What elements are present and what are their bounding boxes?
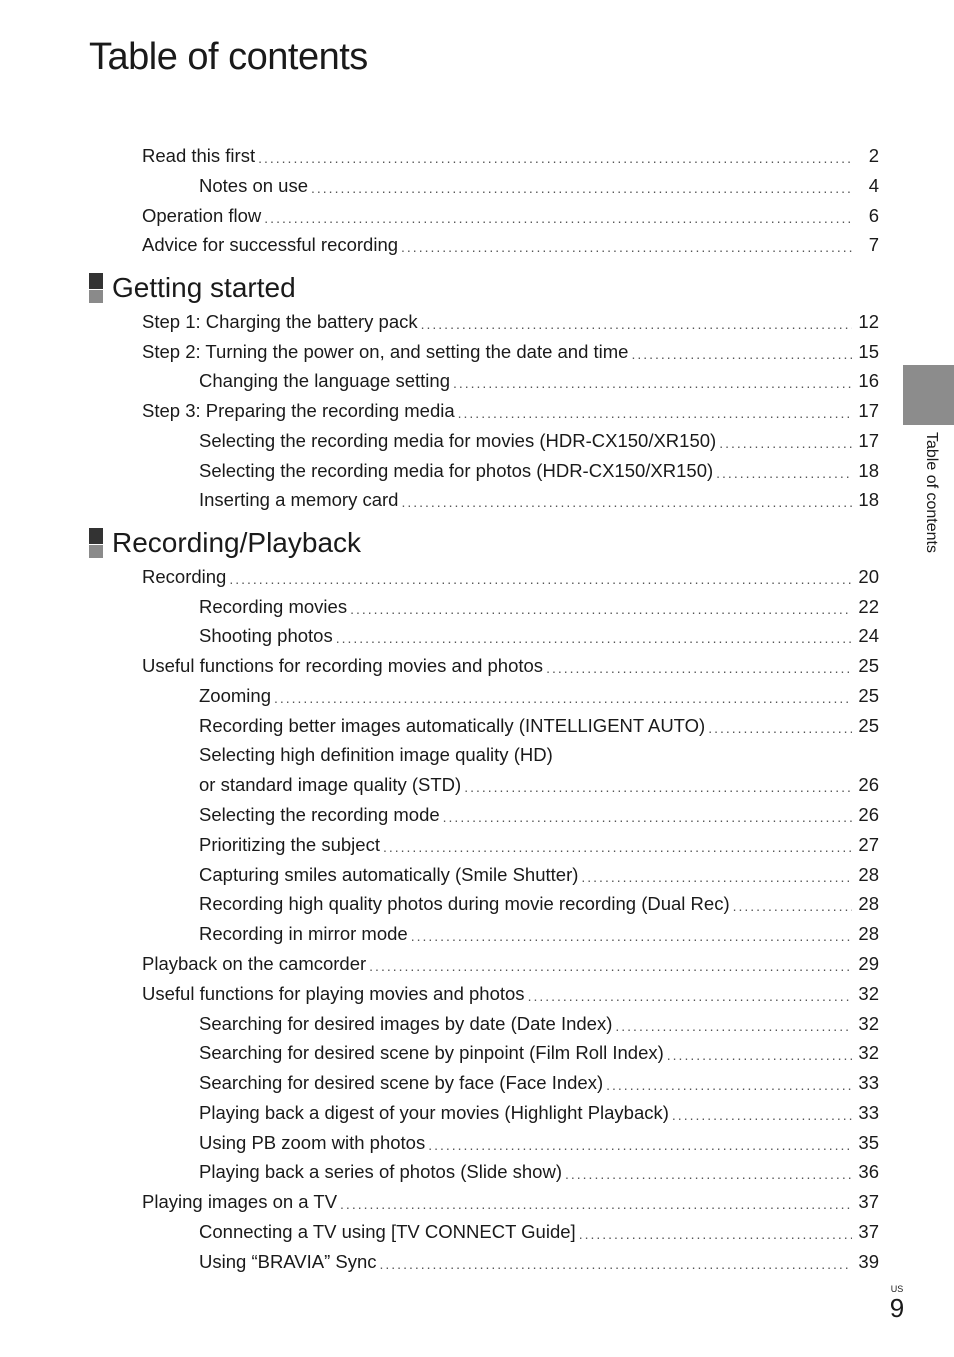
toc-entry-label: Recording better images automatically (INTELLIGENT AUTO) bbox=[199, 715, 706, 736]
toc-entry-page: 35 bbox=[858, 1132, 879, 1153]
dot-leader bbox=[421, 309, 853, 335]
toc-entry-page: 22 bbox=[858, 596, 879, 617]
dot-leader bbox=[369, 951, 852, 977]
toc-entry[interactable] bbox=[199, 832, 879, 858]
toc-entry-label: Notes on use bbox=[199, 175, 309, 196]
toc-entry-label: Searching for desired scene by pinpoint (Film Roll Index) bbox=[199, 1042, 664, 1063]
dot-leader bbox=[401, 232, 853, 258]
dot-leader bbox=[581, 862, 852, 888]
toc-entry-label: Capturing smiles automatically (Smile Shutter) bbox=[199, 864, 579, 885]
dot-leader bbox=[672, 1100, 853, 1126]
dot-leader bbox=[411, 921, 853, 947]
toc-entry-label: Shooting photos bbox=[199, 625, 333, 646]
dot-leader bbox=[401, 487, 852, 513]
dot-leader bbox=[606, 1070, 852, 1096]
page-region-code: US bbox=[890, 1284, 904, 1294]
toc-entry-page: 37 bbox=[858, 1221, 879, 1242]
toc-entry-page: 12 bbox=[858, 311, 879, 332]
toc-entry[interactable] bbox=[199, 772, 879, 798]
toc-entry[interactable] bbox=[199, 1040, 879, 1066]
toc-entry[interactable] bbox=[142, 1189, 879, 1215]
toc-entry-page: 28 bbox=[858, 864, 879, 885]
section-title: Getting started bbox=[112, 272, 296, 303]
toc-entry-page: 26 bbox=[858, 774, 879, 795]
section-title: Recording/Playback bbox=[112, 527, 362, 558]
dot-leader bbox=[380, 1249, 853, 1275]
toc-entry[interactable] bbox=[199, 921, 879, 947]
toc-entry-label: Step 1: Charging the battery pack bbox=[142, 311, 418, 332]
side-tab-label: Table of contents bbox=[923, 432, 940, 553]
toc-entry[interactable] bbox=[199, 594, 879, 620]
dot-leader bbox=[579, 1219, 853, 1245]
toc-entry[interactable] bbox=[199, 1219, 879, 1245]
toc-entry-page: 27 bbox=[858, 834, 879, 855]
toc-entry-label: Useful functions for recording movies and photos bbox=[142, 655, 544, 676]
toc-entry-page: 25 bbox=[858, 655, 879, 676]
toc-entry-page: 29 bbox=[858, 953, 879, 974]
toc-entry-label: Inserting a memory card bbox=[199, 489, 399, 510]
toc-entry-page: 4 bbox=[868, 175, 879, 196]
dot-leader bbox=[264, 203, 853, 229]
toc-entry[interactable] bbox=[199, 1249, 879, 1275]
toc-entry[interactable] bbox=[142, 309, 879, 335]
toc-entry[interactable] bbox=[199, 1130, 879, 1156]
toc-entry-label: or standard image quality (STD) bbox=[199, 774, 462, 795]
dot-leader bbox=[443, 802, 853, 828]
toc-entry-label: Playing back a series of photos (Slide show) bbox=[199, 1161, 562, 1182]
toc-entry-page: 37 bbox=[858, 1191, 879, 1212]
toc-entry-page: 25 bbox=[858, 685, 879, 706]
toc-entry[interactable] bbox=[199, 623, 879, 649]
dot-leader bbox=[719, 428, 852, 454]
toc-entry[interactable] bbox=[199, 891, 879, 917]
toc-entry-label: Step 2: Turning the power on, and setting the date and time bbox=[142, 341, 629, 362]
toc-entry-page: 7 bbox=[868, 234, 879, 255]
dot-leader bbox=[311, 173, 853, 199]
dot-leader bbox=[428, 1130, 852, 1156]
toc-entry-page: 28 bbox=[858, 893, 879, 914]
toc-entry-label: Useful functions for playing movies and photos bbox=[142, 983, 525, 1004]
toc-entry[interactable] bbox=[199, 802, 879, 828]
toc-entry-page: 36 bbox=[858, 1161, 879, 1182]
toc-entry-page: 32 bbox=[858, 1013, 879, 1034]
toc-entry[interactable] bbox=[142, 951, 879, 977]
toc-entry[interactable] bbox=[199, 1100, 879, 1126]
toc-entry[interactable] bbox=[199, 1011, 879, 1037]
toc-entry-label: Read this first bbox=[142, 145, 256, 166]
toc-entry-label: Recording in mirror mode bbox=[199, 923, 408, 944]
toc-entry-label: Playing images on a TV bbox=[142, 1191, 338, 1212]
toc-entry[interactable] bbox=[199, 458, 879, 484]
toc-entry[interactable] bbox=[199, 173, 879, 199]
toc-entry-page: 28 bbox=[858, 923, 879, 944]
dot-leader bbox=[528, 981, 853, 1007]
toc-entry-page: 32 bbox=[858, 983, 879, 1004]
dot-leader bbox=[458, 398, 853, 424]
toc-entry-label: Operation flow bbox=[142, 205, 262, 226]
toc-entry-page: 32 bbox=[858, 1042, 879, 1063]
toc-entry[interactable] bbox=[199, 862, 879, 888]
toc-entry-label: Prioritizing the subject bbox=[199, 834, 380, 855]
dot-leader bbox=[733, 891, 853, 917]
dot-leader bbox=[546, 653, 852, 679]
toc-entry-page: 33 bbox=[858, 1102, 879, 1123]
toc-entry-label: Changing the language setting bbox=[199, 370, 450, 391]
dot-leader bbox=[336, 623, 853, 649]
toc-entry-label: Recording high quality photos during movie recording (Dual Rec) bbox=[199, 893, 730, 914]
toc-entry-label: Playback on the camcorder bbox=[142, 953, 367, 974]
dot-leader bbox=[464, 772, 852, 798]
toc-entry-label: Step 3: Preparing the recording media bbox=[142, 400, 455, 421]
toc-entry-label: Playing back a digest of your movies (Highlight Playback) bbox=[199, 1102, 669, 1123]
toc-entry-page: 15 bbox=[858, 341, 879, 362]
toc-entry[interactable] bbox=[142, 981, 879, 1007]
toc-entry-page: 18 bbox=[858, 489, 879, 510]
toc-entry-label: Selecting the recording media for movies (HDR-CX150/XR150) bbox=[199, 430, 717, 451]
dot-leader bbox=[274, 683, 852, 709]
side-index-tab bbox=[903, 365, 954, 425]
toc-entry[interactable] bbox=[142, 564, 879, 590]
section-marker-icon bbox=[89, 273, 103, 303]
toc-entry[interactable] bbox=[199, 1159, 879, 1185]
toc-entry-page: 39 bbox=[858, 1251, 879, 1272]
toc-entry-continued[interactable] bbox=[199, 742, 879, 768]
toc-entry[interactable] bbox=[199, 368, 879, 394]
toc-entry-page: 20 bbox=[858, 566, 879, 587]
dot-leader bbox=[340, 1189, 852, 1215]
toc-entry-label: Advice for successful recording bbox=[142, 234, 399, 255]
dot-leader bbox=[565, 1159, 852, 1185]
toc-entry-label: Recording movies bbox=[199, 596, 348, 617]
toc-entry-page: 25 bbox=[858, 715, 879, 736]
toc-entry-page: 18 bbox=[858, 460, 879, 481]
toc-entry-label: Searching for desired scene by face (Face Index) bbox=[199, 1072, 604, 1093]
dot-leader bbox=[716, 458, 852, 484]
toc-entry-page: 16 bbox=[858, 370, 879, 391]
dot-leader bbox=[615, 1011, 852, 1037]
toc-entry[interactable] bbox=[199, 487, 879, 513]
section-marker-icon bbox=[89, 528, 103, 558]
page-title: Table of contents bbox=[89, 36, 368, 78]
toc-entry-label: Using PB zoom with photos bbox=[199, 1132, 426, 1153]
toc-entry-label: Selecting the recording media for photos (HDR-CX150/XR150) bbox=[199, 460, 714, 481]
toc-entry-page: 26 bbox=[858, 804, 879, 825]
toc-entry-label: Connecting a TV using [TV CONNECT Guide] bbox=[199, 1221, 576, 1242]
toc-entry-page: 6 bbox=[868, 205, 879, 226]
toc-entry-page: 2 bbox=[868, 145, 879, 166]
toc-entry-page: 33 bbox=[858, 1072, 879, 1093]
toc-entry-label: Selecting high definition image quality (HD) bbox=[199, 744, 553, 765]
toc-entry[interactable] bbox=[142, 143, 879, 169]
toc-entry[interactable] bbox=[199, 1070, 879, 1096]
page-number bbox=[887, 1284, 907, 1322]
toc-entry-label: Searching for desired images by date (Date Index) bbox=[199, 1013, 613, 1034]
section-heading-recording-playback bbox=[89, 526, 361, 560]
section-heading-getting-started bbox=[89, 271, 296, 305]
toc-entry-page: 24 bbox=[858, 625, 879, 646]
dot-leader bbox=[350, 594, 852, 620]
dot-leader bbox=[708, 713, 852, 739]
dot-leader bbox=[667, 1040, 853, 1066]
toc-entry[interactable] bbox=[199, 683, 879, 709]
toc-entry[interactable] bbox=[142, 653, 879, 679]
toc-entry-label: Using “BRAVIA” Sync bbox=[199, 1251, 377, 1272]
toc-entry[interactable] bbox=[142, 203, 879, 229]
toc-entry-page: 17 bbox=[858, 400, 879, 421]
toc-entry-page: 17 bbox=[858, 430, 879, 451]
page-number-value: 9 bbox=[889, 1293, 905, 1323]
toc-entry-label: Recording bbox=[142, 566, 227, 587]
dot-leader bbox=[383, 832, 852, 858]
toc-entry[interactable] bbox=[142, 398, 879, 424]
toc-entry-label: Selecting the recording mode bbox=[199, 804, 440, 825]
toc-entry[interactable] bbox=[199, 428, 879, 454]
dot-leader bbox=[258, 143, 853, 169]
toc-entry-label: Zooming bbox=[199, 685, 271, 706]
toc-entry[interactable] bbox=[142, 339, 879, 365]
toc-entry[interactable] bbox=[199, 713, 879, 739]
dot-leader bbox=[453, 368, 852, 394]
dot-leader bbox=[229, 564, 852, 590]
toc-entry[interactable] bbox=[142, 232, 879, 258]
dot-leader bbox=[631, 339, 852, 365]
